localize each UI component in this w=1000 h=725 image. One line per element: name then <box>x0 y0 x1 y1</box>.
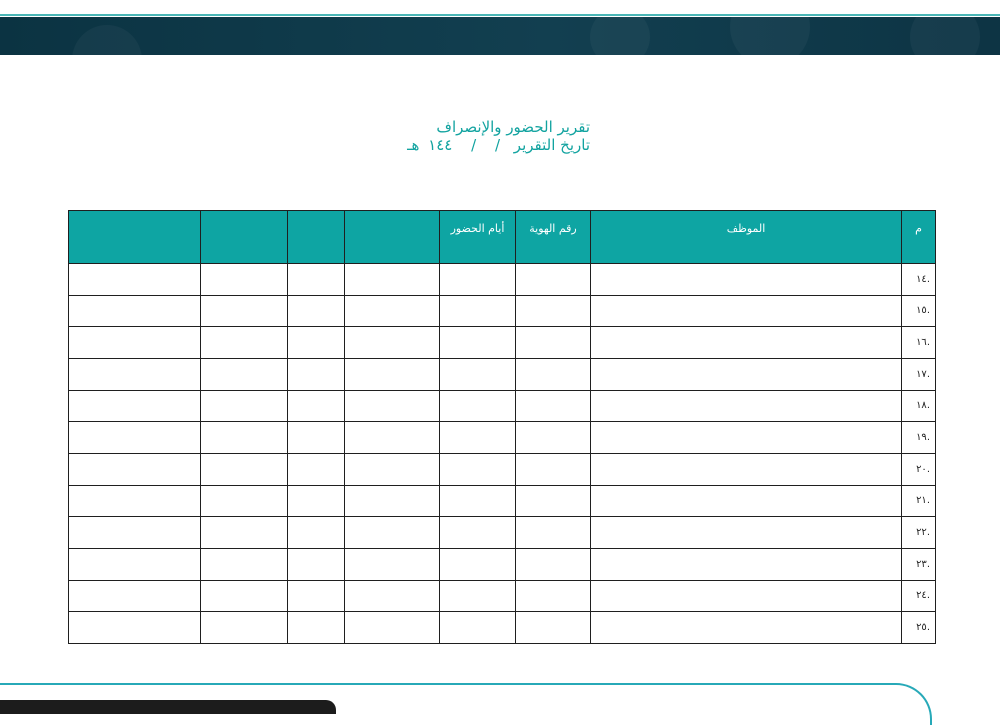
table-cell <box>345 612 440 644</box>
table-cell <box>201 517 288 549</box>
table-cell <box>440 422 516 454</box>
table-cell <box>69 264 201 296</box>
table-cell <box>288 390 345 422</box>
table-cell <box>201 295 288 327</box>
date-separator: / <box>471 136 477 154</box>
table-cell <box>440 295 516 327</box>
row-number: .١٩ <box>902 422 936 454</box>
table-row <box>69 422 936 454</box>
table-row <box>69 580 936 612</box>
top-accent-line <box>0 14 1000 16</box>
column-header-blank <box>288 211 345 264</box>
table-row <box>69 453 936 485</box>
table-cell <box>69 517 201 549</box>
table-cell <box>201 358 288 390</box>
table-cell <box>591 295 902 327</box>
table-cell <box>201 327 288 359</box>
table-cell <box>69 295 201 327</box>
table-row <box>69 327 936 359</box>
row-number: .٢٥ <box>902 612 936 644</box>
row-number: .٢٠ <box>902 453 936 485</box>
table-cell <box>345 548 440 580</box>
table-cell <box>440 485 516 517</box>
column-header-blank <box>69 211 201 264</box>
table-cell <box>288 612 345 644</box>
row-number: .١٥ <box>902 295 936 327</box>
table-cell <box>69 612 201 644</box>
table-cell <box>288 517 345 549</box>
table-cell <box>440 390 516 422</box>
table-cell <box>345 295 440 327</box>
table-cell <box>591 548 902 580</box>
table-row <box>69 358 936 390</box>
table-cell <box>591 580 902 612</box>
table-cell <box>345 485 440 517</box>
table-cell <box>345 517 440 549</box>
decor-circle <box>72 25 142 55</box>
table-cell <box>69 422 201 454</box>
table-cell <box>345 327 440 359</box>
decor-circle <box>910 17 980 55</box>
footer-bar <box>0 700 336 714</box>
table-cell <box>69 390 201 422</box>
table-cell <box>516 453 591 485</box>
table-cell <box>288 580 345 612</box>
table-cell <box>591 358 902 390</box>
report-date-line <box>407 136 590 154</box>
row-number: .٢٣ <box>902 548 936 580</box>
table-cell <box>345 453 440 485</box>
hijri-suffix: هـ <box>407 136 420 154</box>
table-cell <box>288 422 345 454</box>
report-heading <box>407 118 590 154</box>
table-cell <box>69 358 201 390</box>
table-cell <box>69 485 201 517</box>
date-separator: / <box>494 136 501 154</box>
row-number: .١٦ <box>902 327 936 359</box>
report-title: تقرير الحضور والإنصراف <box>436 118 590 136</box>
table-cell <box>591 264 902 296</box>
column-header-blank <box>201 211 288 264</box>
column-header-id-number: رقم الهوية <box>516 211 591 264</box>
table-cell <box>440 612 516 644</box>
table-cell <box>201 264 288 296</box>
report-date-label: تاريخ التقرير <box>513 136 590 154</box>
table-cell <box>440 517 516 549</box>
row-number: .١٧ <box>902 358 936 390</box>
table-cell <box>69 453 201 485</box>
table-cell <box>440 264 516 296</box>
table-cell <box>516 327 591 359</box>
table-cell <box>201 453 288 485</box>
column-header-blank <box>345 211 440 264</box>
table-cell <box>288 264 345 296</box>
column-header-employee: الموظف <box>591 211 902 264</box>
table-cell <box>516 390 591 422</box>
table-cell <box>288 548 345 580</box>
row-number: .٢٢ <box>902 517 936 549</box>
table-cell <box>345 422 440 454</box>
row-number: .١٤ <box>902 264 936 296</box>
table-body <box>69 264 936 644</box>
table-cell <box>345 390 440 422</box>
row-number: .١٨ <box>902 390 936 422</box>
table-row <box>69 517 936 549</box>
decor-circle <box>590 17 650 55</box>
table-cell <box>288 358 345 390</box>
table-cell <box>516 295 591 327</box>
table-cell <box>591 390 902 422</box>
decor-circle <box>730 17 810 55</box>
table-cell <box>69 580 201 612</box>
table-cell <box>345 358 440 390</box>
table-cell <box>591 612 902 644</box>
table-cell <box>288 453 345 485</box>
attendance-table <box>68 210 936 644</box>
table-cell <box>516 485 591 517</box>
table-cell <box>440 327 516 359</box>
table-cell <box>201 485 288 517</box>
hijri-year: ١٤٤ <box>428 136 453 154</box>
column-header-attendance-days: أيام الحضور <box>440 211 516 264</box>
table-cell <box>288 485 345 517</box>
table-cell <box>440 580 516 612</box>
table-cell <box>201 422 288 454</box>
table-cell <box>516 580 591 612</box>
header-band <box>0 17 1000 55</box>
row-number: .٢١ <box>902 485 936 517</box>
table-cell <box>440 548 516 580</box>
table-cell <box>345 580 440 612</box>
table-cell <box>591 422 902 454</box>
table-cell <box>345 264 440 296</box>
table-cell <box>591 485 902 517</box>
table-row <box>69 612 936 644</box>
table-cell <box>440 358 516 390</box>
table-cell <box>591 517 902 549</box>
table-row <box>69 264 936 296</box>
table-cell <box>201 612 288 644</box>
table-cell <box>591 453 902 485</box>
table-cell <box>201 580 288 612</box>
table-cell <box>69 327 201 359</box>
table-cell <box>201 548 288 580</box>
table-cell <box>516 548 591 580</box>
table-cell <box>591 327 902 359</box>
table-cell <box>516 264 591 296</box>
table-row <box>69 295 936 327</box>
table-cell <box>516 517 591 549</box>
table-row <box>69 485 936 517</box>
row-number: .٢٤ <box>902 580 936 612</box>
table-cell <box>516 422 591 454</box>
table-row <box>69 390 936 422</box>
table-cell <box>288 327 345 359</box>
table-cell <box>201 390 288 422</box>
column-header-index: م <box>902 211 936 264</box>
table-cell <box>69 548 201 580</box>
table-cell <box>440 453 516 485</box>
table-cell <box>516 358 591 390</box>
table-cell <box>288 295 345 327</box>
table-cell <box>516 612 591 644</box>
table-row <box>69 548 936 580</box>
table-header-row <box>69 211 936 264</box>
